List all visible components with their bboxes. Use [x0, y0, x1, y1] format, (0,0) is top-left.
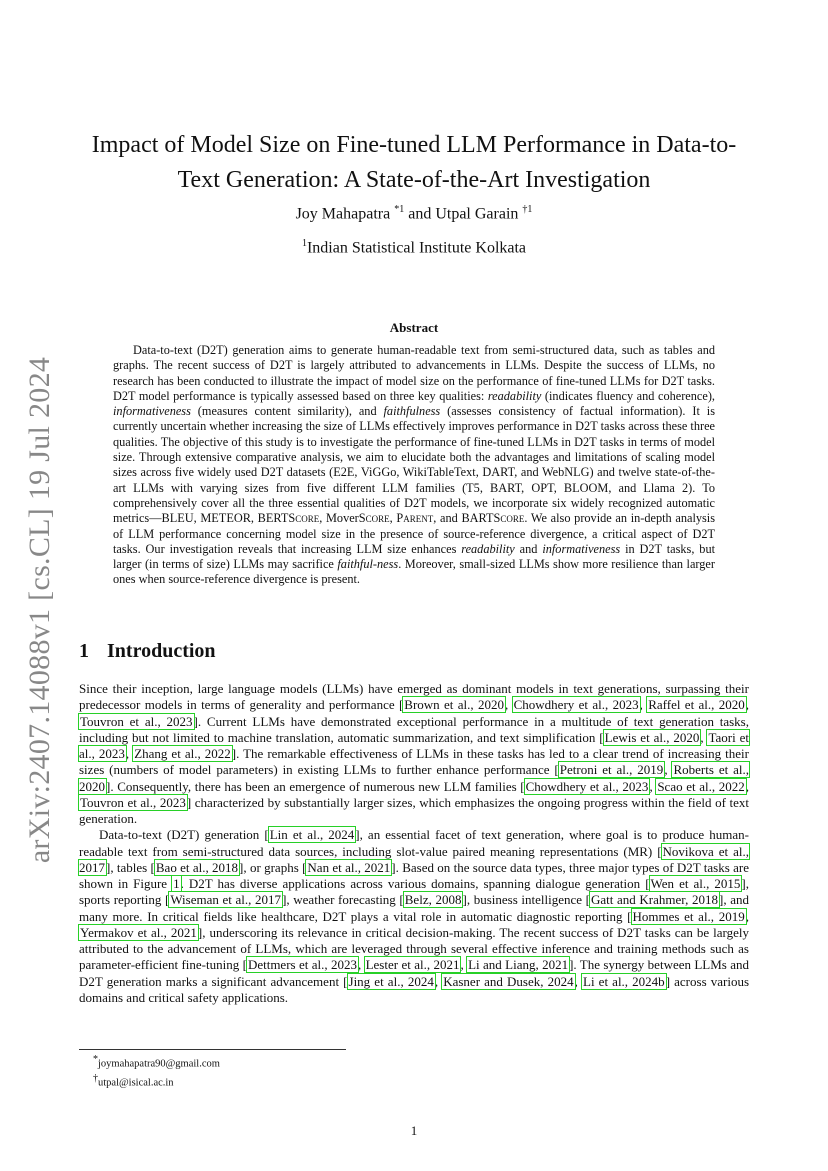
abstract-heading: Abstract [389, 320, 439, 335]
citation-link[interactable]: Chowdhery et al., 2023 [525, 778, 649, 794]
citation-link[interactable]: Bao et al., 2018 [155, 859, 239, 875]
citation-link[interactable]: Hommes et al., 2019 [632, 908, 745, 924]
citation-link[interactable]: Jing et al., 2024 [348, 973, 434, 989]
citation-link[interactable]: Yermakov et al., 2021 [80, 924, 197, 940]
figure-reference-link[interactable]: 1 [173, 876, 180, 891]
citation-link[interactable]: Dettmers et al., 2023 [247, 957, 357, 973]
citation-link[interactable]: Brown et al., 2020 [404, 697, 504, 713]
citation-link[interactable]: Touvron et al., 2023 [80, 794, 186, 810]
citation-link[interactable]: Lin et al., 2024 [269, 827, 355, 843]
introduction-body [79, 681, 749, 1006]
citation-link[interactable]: Lester et al., 2021 [365, 957, 460, 973]
affiliation [80, 238, 748, 257]
author-2: and Utpal Garain [404, 205, 523, 223]
citation-link[interactable]: Roberts et al., 2020 [79, 762, 749, 794]
citation-link[interactable]: Lewis et al., 2020 [604, 729, 700, 745]
citation-link[interactable]: Kasner and Dusek, 2024 [443, 973, 574, 989]
citation-link[interactable]: Scao et al., 2022 [657, 778, 745, 794]
citation-link[interactable]: Touvron et al., 2023 [80, 713, 193, 729]
section-number: 1 [79, 640, 89, 662]
footnotes [79, 1053, 220, 1090]
citation-link[interactable]: Chowdhery et al., 2023 [513, 697, 639, 713]
citation-link[interactable]: Li et al., 2024b [583, 973, 665, 989]
footnote-2: †utpal@isical.ac.in [93, 1072, 174, 1088]
paragraph-1: Since their inception, large language models (LLMs) have emerged as dominant models in text generations, surpassing their predecessor models in terms of generality and performance [Brown et al., 2020, Chowdhery et al., 2023, Raffel et al., 2020, Touvron et al., 2023]. Current LLMs have demonstrated exceptional performance in a multitude of text generation tasks, including but not limited to machine translation, automatic summarization, and text simplification [Lewis et al., 2020, Taori et al., 2023, Zhang et al., 2022]. The remarkable effectiveness of LLMs in these tasks has led to a clear trend of increasing their sizes (numbers of model parameters) in existing LLMs to further enhance performance [Petroni et al., 2019, Roberts et al., 2020]. Consequently, there has been an emergence of numerous new LLM families [Chowdhery et al., 2023, Scao et al., 2022, Touvron et al., 2023] characterized by substantially larger sizes, which emphasizes the ongoing progress within the field of text generation. [79, 681, 750, 826]
arxiv-identifier-text: arXiv:2407.14088v1 [cs.CL] 19 Jul 2024 [23, 356, 57, 864]
citation-link[interactable]: Gatt and Krahmer, 2018 [591, 892, 718, 908]
citation-link[interactable]: Belz, 2008 [404, 892, 462, 908]
author-1: Joy Mahapatra [295, 205, 395, 223]
author-list [80, 204, 748, 223]
citation-link[interactable]: Nan et al., 2021 [307, 859, 391, 875]
arxiv-identifier-stamp [8, 356, 73, 864]
author-1-marker: *1 [394, 204, 405, 215]
citation-link[interactable]: Li and Liang, 2021 [468, 957, 569, 973]
abstract-body: Data-to-text (D2T) generation aims to generate human-readable text from semi-structured data, such as tables and graphs. The recent success of D2T is largely attributed to advancements in LLMs. Despite the success of LLMs, no research has been conducted to illustrate the impact of model size on the performance of fine-tuned LLMs for D2T tasks. D2T model performance is typically assessed based on three key qualities: readability (indicates fluency and coherence), informativeness (measures content similarity), and faithfulness (assesses consistency of factual information). It is currently uncertain whether increasing the size of LLMs effectively improves performance in D2T tasks across these three qualities. The objective of this study is to investigate the performance of fine-tuned LLMs in D2T tasks in terms of model size. Through extensive comparative analysis, we aim to elucidate both the advantages and limitations of scaling model sizes across five widely used D2T datasets (E2E, ViGGo, WikiTableText, DART, and WebNLG) and twelve state-of-the-art LLMs with varying sizes from five different LLM families (T5, BART, OPT, BLOOM, and Llama 2). To comprehensively cover all the three essential qualities of D2T models, we incorporate six widely recognized automatic metrics—BLEU, METEOR, BERTScore, MoverScore, Parent, and BARTScore. We also provide an in-depth analysis of LLM performance concerning model size in the presence of source-reference divergence, a critical aspect of D2T tasks. Our investigation reveals that increasing LLM size enhances readability and informativeness in D2T tasks, but larger (in terms of size) LLMs may sacrifice faithful-ness. Moreover, small-sized LLMs show more resilience than larger ones when source-reference divergence is present. [113, 343, 716, 587]
citation-link[interactable]: Raffel et al., 2020 [648, 697, 745, 713]
footnote-divider [79, 1049, 346, 1050]
section-title: Introduction [107, 640, 216, 662]
paragraph-2: Data-to-text (D2T) generation [Lin et al., 2024], an essential facet of text generation, where goal is to produce human-readable text from semi-structured data sources, including slot-value paired meaning representations (MR) [Novikova et al., 2017], tables [Bao et al., 2018], or graphs [Nan et al., 2021]. Based on the source data types, three major types of D2T tasks are shown in Figure 1. D2T has diverse applications across various domains, spanning dialogue generation [Wen et al., 2015], sports reporting [Wiseman et al., 2017], weather forecasting [Belz, 2008], business intelligence [Gatt and Krahmer, 2018], and many more. In critical fields like healthcare, D2T plays a vital role in automatic diagnostic reporting [Hommes et al., 2019, Yermakov et al., 2021], underscoring its relevance in critical decision-making. The recent success of D2T tasks can be largely attributed to the advancement of LLMs, which are leveraged through several effective inference and training methods such as parameter-efficient fine-tuning [Dettmers et al., 2023, Lester et al., 2021, Li and Liang, 2021]. The synergy between LLMs and D2T generation marks a significant advancement [Jing et al., 2024, Kasner and Dusek, 2024, Li et al., 2024b] across various domains and critical safety applications. [79, 827, 750, 1005]
citation-link[interactable]: Novikova et al., 2017 [79, 843, 749, 875]
paper-title: Impact of Model Size on Fine-tuned LLM Performance in Data-to-Text Generation: A State-of-the-Art Investigation [91, 132, 737, 193]
affiliation-marker: 1 [301, 238, 307, 249]
citation-link[interactable]: Wen et al., 2015 [650, 876, 741, 891]
citation-link[interactable]: Petroni et al., 2019 [559, 762, 664, 778]
citation-link[interactable]: Wiseman et al., 2017 [170, 892, 282, 908]
citation-link[interactable]: Zhang et al., 2022 [134, 746, 231, 761]
affiliation-name: Indian Statistical Institute Kolkata [306, 239, 527, 257]
footnote-1: *joymahapatra90@gmail.com [93, 1054, 220, 1070]
author-2-marker: †1 [522, 204, 533, 215]
citation-link[interactable]: Taori et al., 2023 [79, 729, 749, 761]
page-number: 1 [410, 1123, 418, 1138]
section-heading-introduction [79, 640, 216, 663]
